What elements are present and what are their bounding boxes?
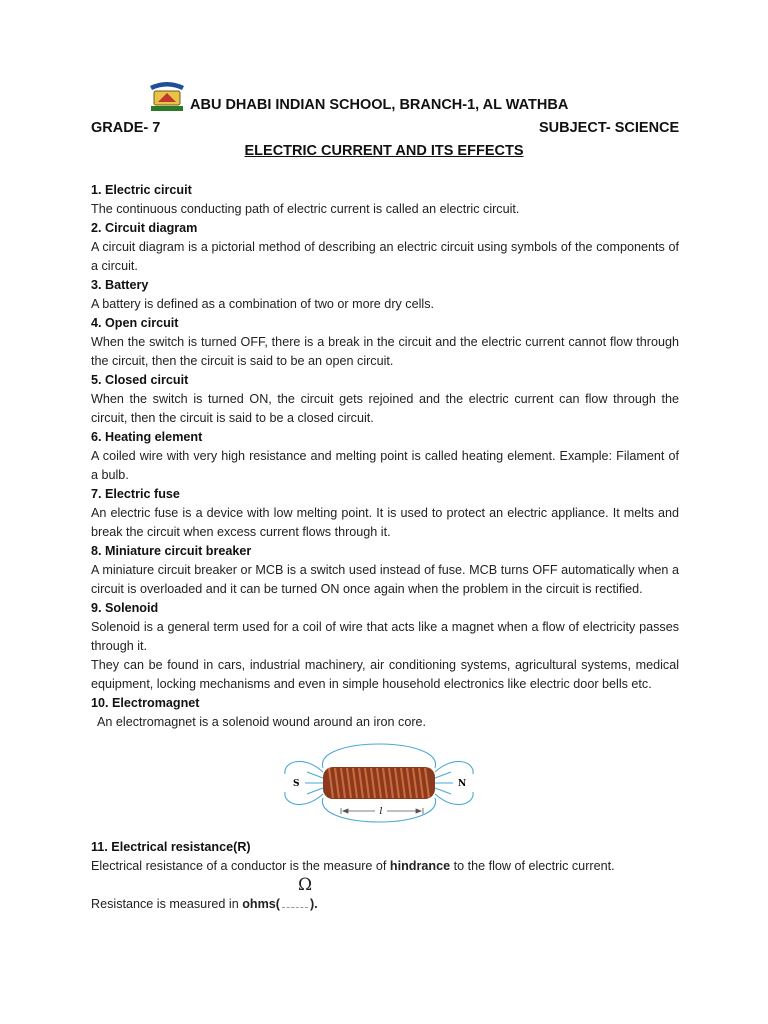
section-text: A miniature circuit breaker or MCB is a switch used instead of fuse. MCB turns OFF automatically when a circuit is overloaded and it can be turned ON once again when the problem in the circuit is rectified. <box>91 563 679 596</box>
section-heading: 1. Electric circuit <box>91 183 192 197</box>
section-heading: 8. Miniature circuit breaker <box>91 544 252 558</box>
section-text: A battery is defined as a combination of two or more dry cells. <box>91 297 434 311</box>
document-title: ELECTRIC CURRENT AND ITS EFFECTS <box>244 143 524 159</box>
electromagnet-figure-wrap <box>91 734 679 838</box>
section-text: Solenoid is a general term used for a coil of wire that acts like a magnet when a flow of electricity passes through it. <box>91 620 679 653</box>
section-heading: 4. Open circuit <box>91 316 179 330</box>
section-heading: 6. Heating element <box>91 430 203 444</box>
section-heading: 5. Closed circuit <box>91 373 189 387</box>
content-body <box>91 181 679 914</box>
section-text: When the switch is turned OFF, there is a break in the circuit and the electric current cannot flow through the circuit, then the circuit is said to be an open circuit. <box>91 335 679 368</box>
ohm-placeholder <box>282 899 308 908</box>
grade-label: GRADE- 7 <box>91 120 161 136</box>
section-heading: 11. Electrical resistance(R) <box>91 840 251 854</box>
section-text: A coiled wire with very high resistance and melting point is called heating element. Example: Filament of a bulb. <box>91 449 679 482</box>
length-label: l <box>379 807 383 817</box>
section-heading: 3. Battery <box>91 278 149 292</box>
section-text: An electric fuse is a device with low melting point. It is used to protect an electric appliance. It melts and break the circuit when excess current flows through it. <box>91 506 679 539</box>
section-text: When the switch is turned ON, the circuit gets rejoined and the electric current can flow through the circuit, then the circuit is said to be a closed circuit. <box>91 392 679 425</box>
south-pole-label: S <box>293 779 300 789</box>
section-heading: 10. Electromagnet <box>91 696 200 710</box>
north-pole-label: N <box>458 779 467 789</box>
school-logo-icon <box>146 80 188 114</box>
electromagnet-diagram <box>283 734 475 832</box>
section-heading: 7. Electric fuse <box>91 487 180 501</box>
school-name: ABU DHABI INDIAN SCHOOL, BRANCH-1, AL WATHBA <box>190 97 569 113</box>
section-heading: 2. Circuit diagram <box>91 221 198 235</box>
section-text: The continuous conducting path of electric current is called an electric circuit. <box>91 202 520 216</box>
subject-label: SUBJECT- SCIENCE <box>539 120 680 136</box>
section-text: They can be found in cars, industrial machinery, air conditioning systems, agricultural systems, medical equipment, locking mechanisms and even in simple household electronics like electric door bells etc. <box>91 658 679 691</box>
section-text: A circuit diagram is a pictorial method of describing an electric circuit using symbols of the components of a circuit. <box>91 240 679 273</box>
resistance-definition: Electrical resistance of a conductor is the measure of hindrance to the flow of electric current. <box>91 859 615 873</box>
section-heading: 9. Solenoid <box>91 601 159 615</box>
resistance-unit-line: Ω Resistance is measured in ohms( ). <box>91 875 318 911</box>
section-text: An electromagnet is a solenoid wound around an iron core. <box>97 715 427 729</box>
omega-symbol: Ω <box>298 875 313 895</box>
